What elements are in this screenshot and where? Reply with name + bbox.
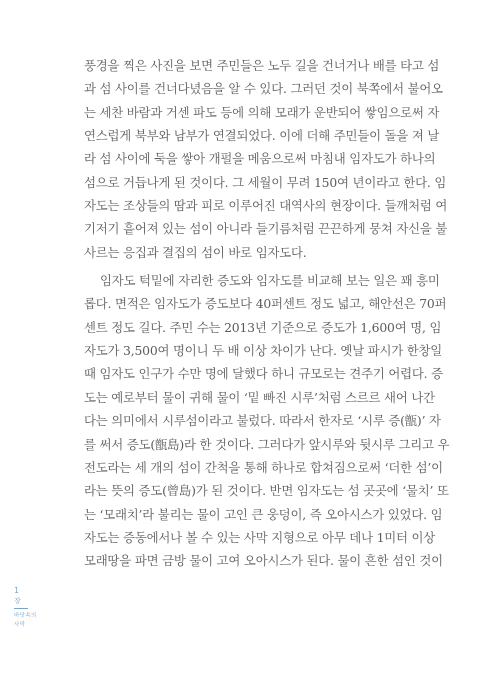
text-line: 기저기 흩어져 있는 섬이 아니라 들기름처럼 끈끈하게 뭉쳐 자신을 불 <box>84 221 448 237</box>
text-line: 풍경을 찍은 사진을 보면 주민들은 노두 길을 건너거나 배를 타고 섬 <box>84 58 440 73</box>
text-line: 자도는 증동에서나 볼 수 있는 사막 지형으로 아무 데나 1미터 이상 <box>84 529 436 545</box>
chapter-label-line2: 사막 <box>14 622 26 628</box>
text-line: 전도라는 세 개의 섬이 간척을 통해 하나로 합쳐짐으로써 ‘더한 섬’이 <box>84 459 443 475</box>
text-line: 때 임자도 인구가 수만 명에 달했다 하니 규모로는 견주기 어렵다. 증 <box>84 366 443 382</box>
chapter-number: 1 <box>14 586 20 595</box>
sidebar-divider <box>14 608 28 609</box>
text-line: 자도가 3,500여 명이니 두 배 이상 차이가 난다. 옛날 파시가 한창일 <box>84 343 443 359</box>
text-line: 라는 뜻의 증도(曾島)가 된 것이다. 반면 임자도는 섬 곳곳에 ‘물치’ 또 <box>84 483 449 499</box>
text-line: 자도는 조상들의 땀과 피로 이루어진 대역사의 현장이다. 들깨처럼 여 <box>84 198 448 214</box>
text-line: 연스럽게 북부와 남부가 연결되었다. 이에 더해 주민들이 돌을 져 날 <box>84 128 440 144</box>
text-line: 는 ‘모래치’라 불리는 물이 고인 큰 웅덩이, 즉 오아시스가 있었다. 임 <box>84 506 443 522</box>
text-line: 센트 정도 길다. 주민 수는 2013년 기준으로 증도가 1,600여 명, 임 <box>84 319 442 335</box>
text-line: 라 섬 사이에 둑을 쌓아 개펄을 메움으로써 마침내 임자도가 하나의 <box>84 151 436 167</box>
chapter-label-line1: 바닷속의 <box>14 613 37 619</box>
text-line: 를 써서 증도(甑島)라 한 것이다. 그러다가 앞시루와 뒷시루 그리고 우 <box>84 436 450 452</box>
text-line: 섬으로 거듭나게 된 것이다. 그 세월이 무려 150여 년이라고 한다. 임 <box>84 174 447 190</box>
text-line: 도는 예로부터 물이 귀해 물이 ‘밑 빠진 시루’처럼 스르르 새어 나간 <box>84 389 435 405</box>
text-line: 사르는 응집과 결집의 섬이 바로 임자도다. <box>84 244 307 260</box>
text-line: 임자도 턱밑에 자리한 증도와 임자도를 비교해 보는 일은 꽤 흥미 <box>100 273 440 289</box>
text-line: 다는 의미에서 시루섬이라고 불렀다. 따라서 한자로 ‘시루 증(甑)’ 자 <box>84 413 441 429</box>
text-line: 롭다. 면적은 임자도가 증도보다 40퍼센트 정도 넓고, 해안선은 70퍼 <box>84 296 447 312</box>
text-line: 는 세찬 바람과 거센 파도 등에 의해 모래가 운반되어 쌓임으로써 자 <box>84 104 440 120</box>
text-line: 모래땅을 파면 금방 물이 고여 오아시스가 된다. 물이 흔한 섬인 것이 <box>84 553 443 569</box>
body-text <box>84 54 460 573</box>
chapter-word: 장 <box>14 597 21 605</box>
text-line: 과 섬 사이를 건너다녔음을 알 수 있다. 그러던 것이 북쪽에서 불어오 <box>84 81 443 97</box>
chapter-sidebar <box>14 586 54 630</box>
